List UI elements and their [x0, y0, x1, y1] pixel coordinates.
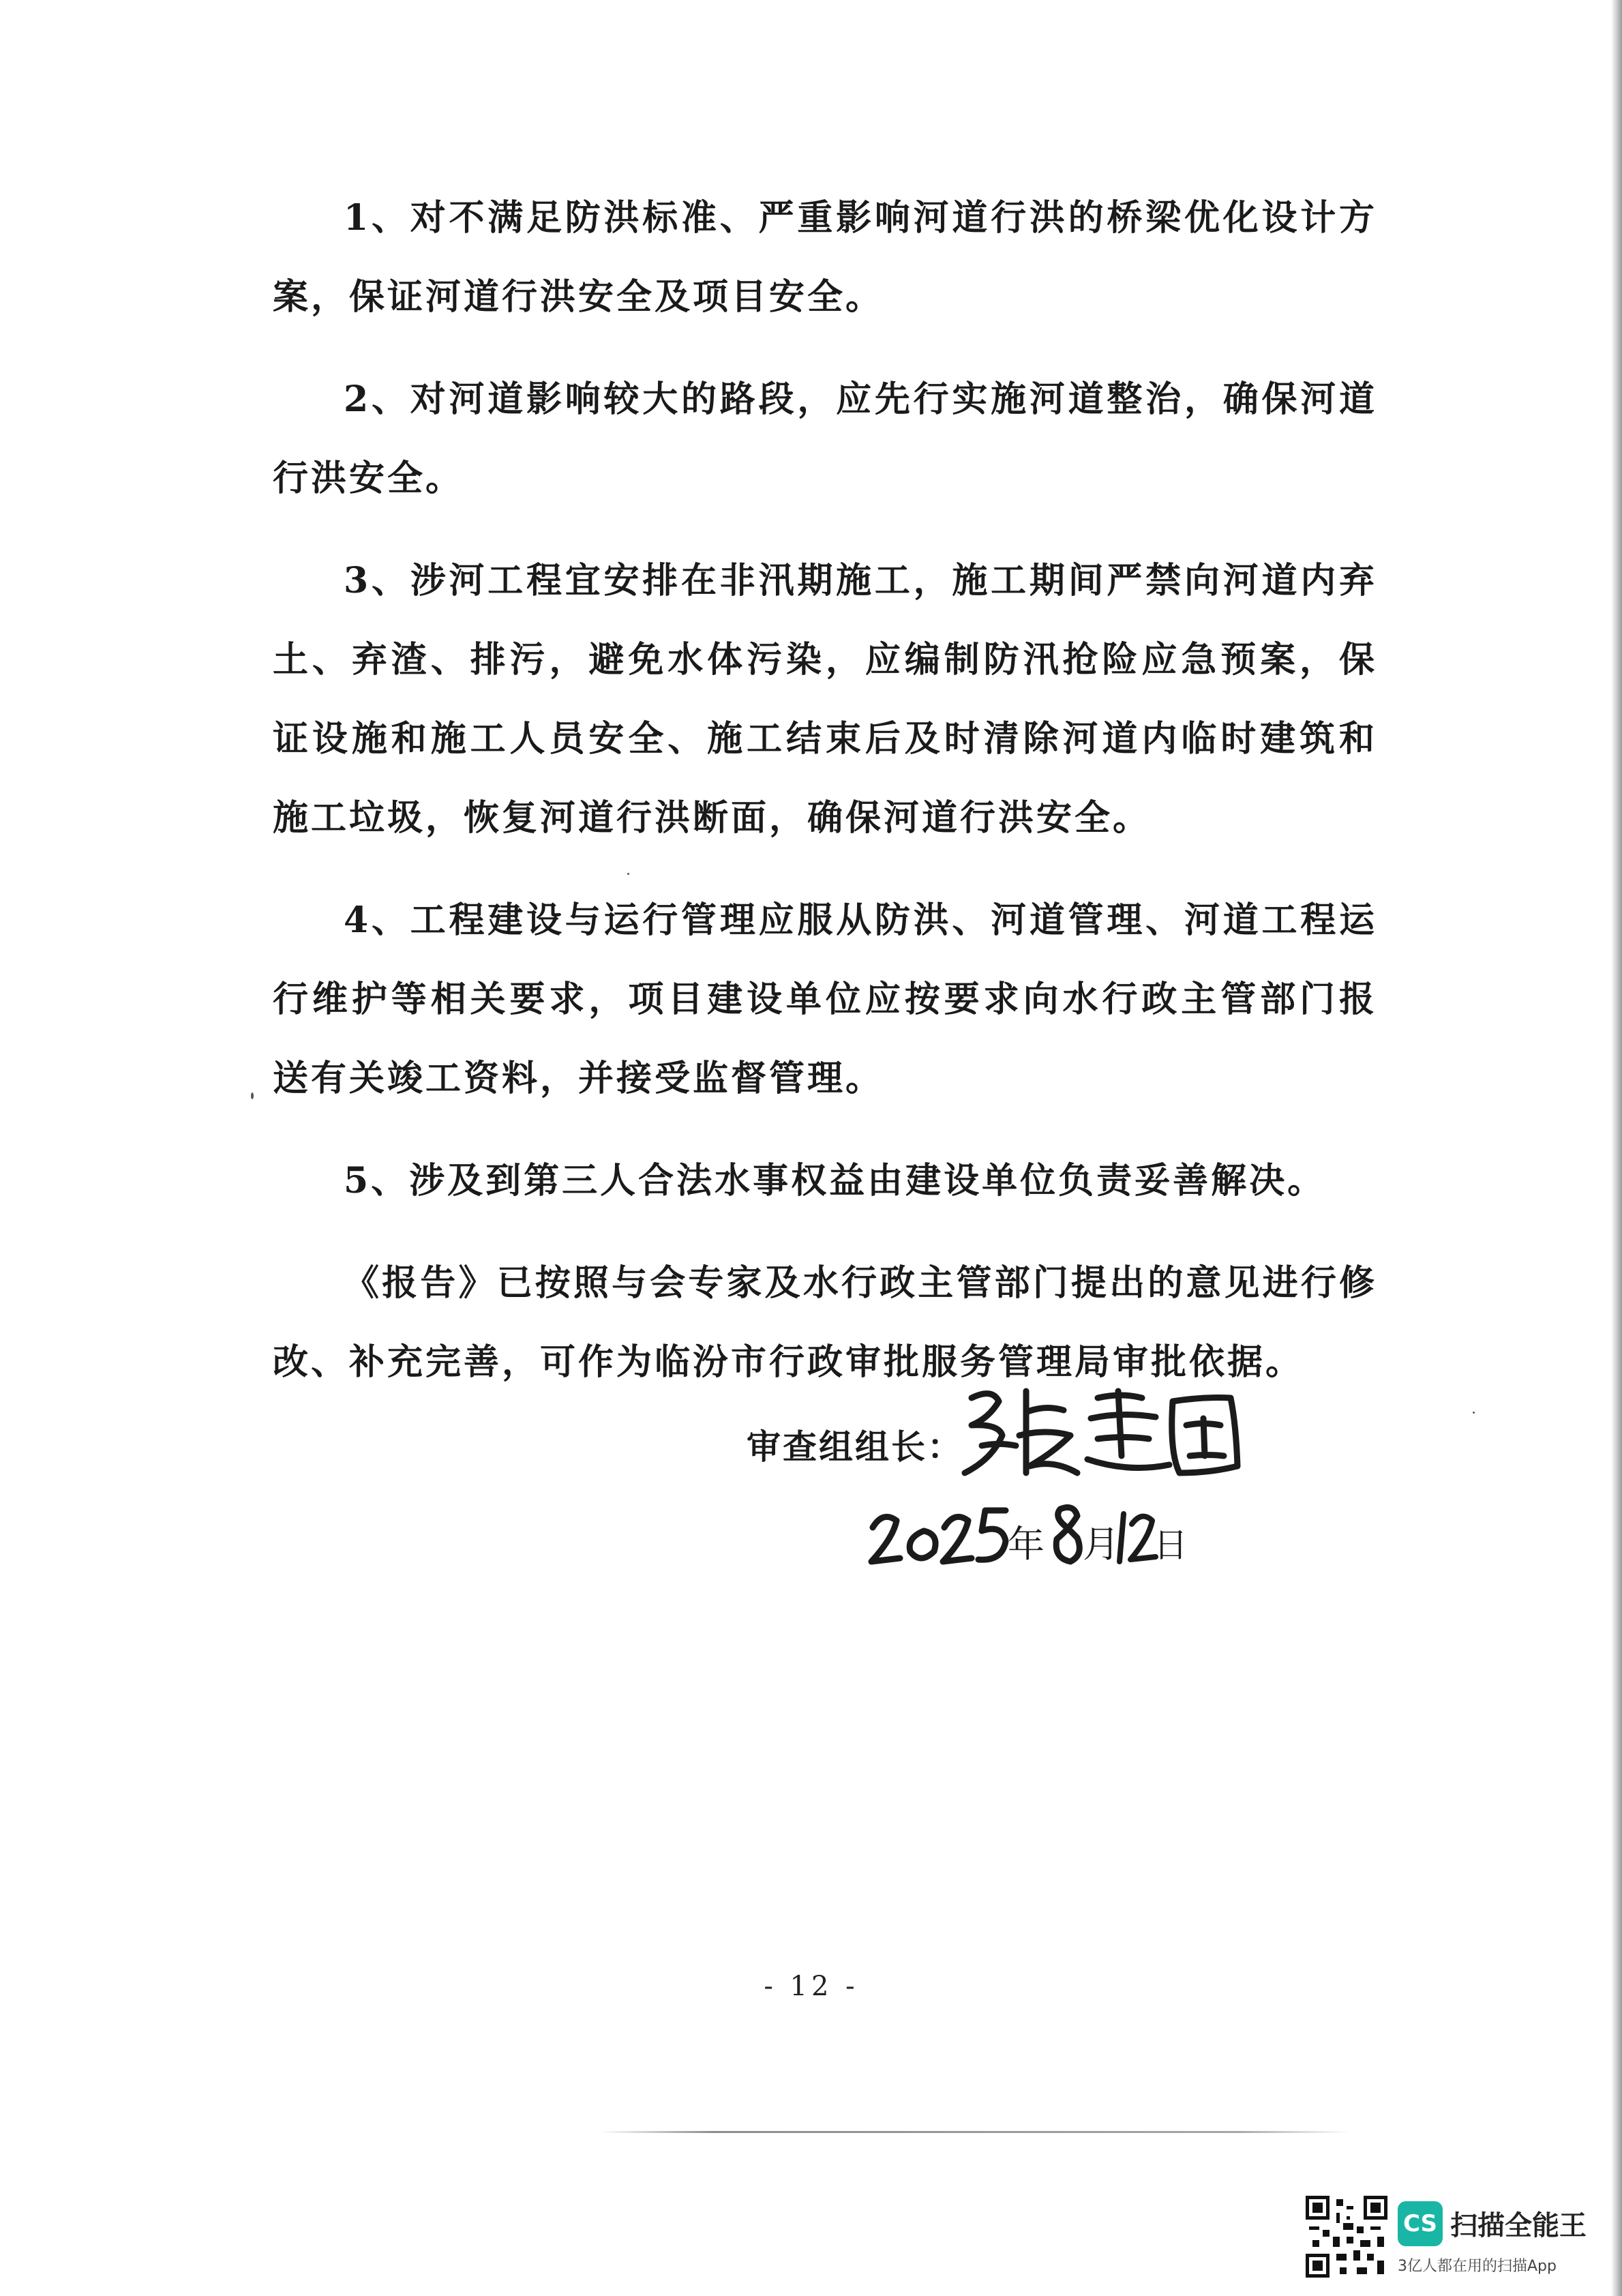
scan-edge-shadow: [1611, 0, 1622, 2296]
scanner-watermark: [1306, 2196, 1592, 2284]
signature-label: 审查组组长：: [747, 1427, 963, 1467]
paragraph-item-4: 4、工程建设与运行管理应服从防洪、河道管理、河道工程运行维护等相关要求，项目建设单位应按要求向水行政主管部门报送有关竣工资料，并接受监督管理。: [273, 899, 1377, 1099]
document-body: [273, 179, 1377, 1425]
brand-name: 扫描全能王: [1450, 2210, 1587, 2241]
handwritten-date: [866, 1497, 1193, 1572]
svg-text:日: 日: [1154, 1525, 1188, 1565]
brand-tagline: 3亿人都在用的扫描App: [1398, 2258, 1557, 2275]
paragraph-item-2: 2、对河道影响较大的路段，应先行实施河道整治，确保河道行洪安全。: [273, 378, 1377, 499]
footer-rule: [600, 2131, 1350, 2133]
paragraph-item-3: 3、涉河工程宜安排在非汛期施工，施工期间严禁向河道内弃土、弃渣、排污，避免水体污染，应编制防汛抢险应急预案，保证设施和施工人员安全、施工结束后及时清除河道内临时建筑和施工垃圾，恢复河道行洪断面，确保河道行洪安全。: [273, 560, 1377, 839]
scan-speck: [1473, 1412, 1475, 1414]
handwritten-signature: [951, 1371, 1244, 1487]
svg-text:月: 月: [1083, 1523, 1120, 1566]
camscanner-logo: CS: [1398, 2201, 1443, 2246]
qr-code-icon: [1306, 2196, 1387, 2278]
page-number: - 12 -: [764, 1971, 859, 2002]
paragraph-item-5: 5、涉及到第三人合法水事权益由建设单位负责妥善解决。: [344, 1160, 1326, 1202]
scan-speck: [251, 1092, 254, 1099]
svg-text:年: 年: [1008, 1523, 1045, 1566]
signature-block: [747, 1371, 1237, 1575]
paragraph-item-1: 1、对不满足防洪标准、严重影响河道行洪的桥梁优化设计方案，保证河道行洪安全及项目安全。: [273, 197, 1377, 318]
paragraph-conclusion: 《报告》已按照与会专家及水行政主管部门提出的意见进行修改、补充完善，可作为临汾市行政审批服务管理局审批依据。: [273, 1262, 1377, 1383]
